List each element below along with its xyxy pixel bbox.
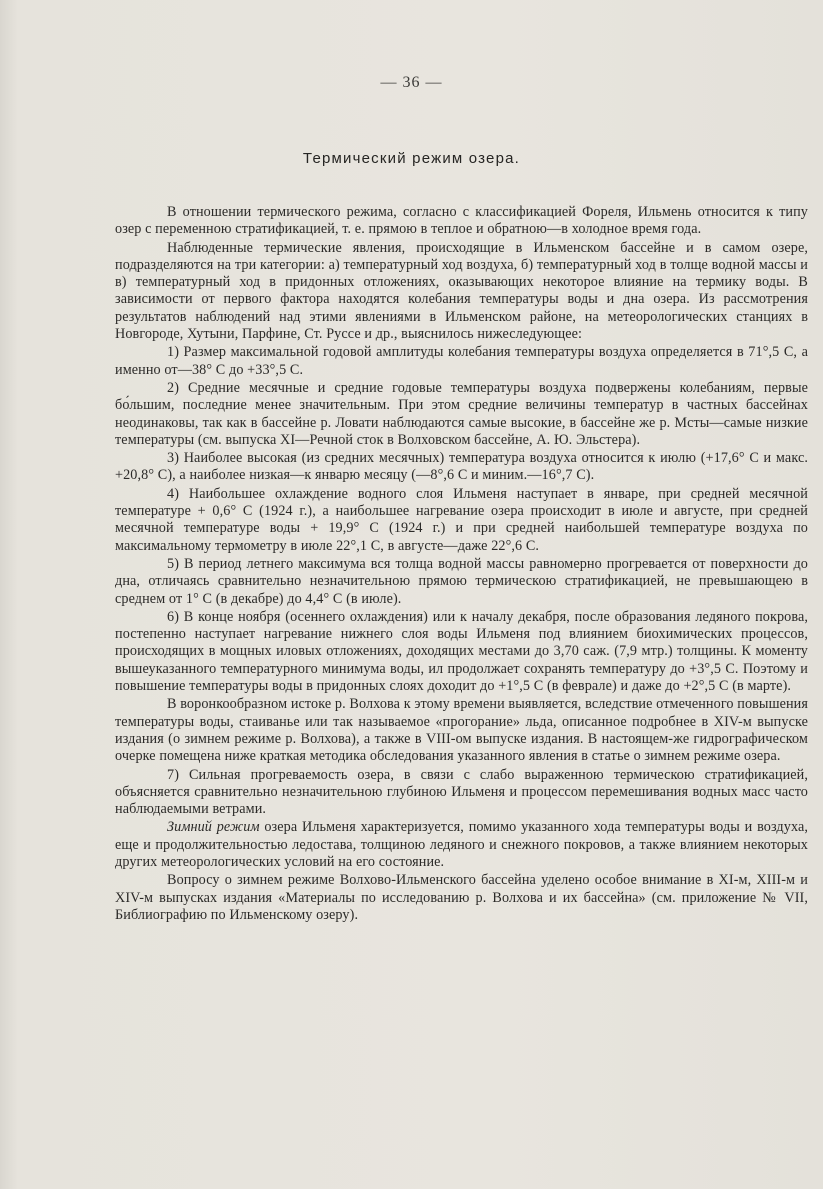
paragraph-categories: Наблюденные термические явления, происходящие в Ильменском бассейне и в самом озере, подразделяются на три категории: а) температурный ход воздуха, б) температурный ход в толще водной массы и в) температурный ход в придонных отложениях, оказывающих некоторое влияние на термику воды. В зависимости от первого фактора находятся колебания температуры воды и дна озера. Из рассмотрения результатов наблюдений над этими явлениями в Ильменском районе, на метеорологических станциях в Новгороде, Хутыни, Парфине, Ст. Руссе и др., выяснилось нижеследующее:	[115, 239, 808, 343]
paragraph-item-6: 6) В конце ноября (осеннего охлаждения) или к началу декабря, после образования ледяного покрова, постепенно наступает нагревание нижнего слоя воды Ильменя под влиянием биохимических процессов, происходящих в мощных иловых отложениях, доходящих местами до 3,70 саж. (7,9 мтр.) толщины. К моменту вышеуказанного температурного минимума воды, ил продолжает сохранять температуру до +3°,5 С. Поэтому и повышение температуры воды в придонных слоях доходит до +1°,5 С (в феврале) и даже до +2°,5 С (в марте).	[115, 608, 808, 695]
paragraph-item-5: 5) В период летнего максимума вся толща водной массы равномерно прогревается от поверхности до дна, отличаясь сравнительно незначительною прямою термическою стратификацией, не превышающею в среднем от 1° С (в декабре) до 4,4° С (в июле).	[115, 555, 808, 607]
winter-regime-lead: Зимний режим	[167, 819, 260, 836]
paragraph-winter-regime	[115, 819, 808, 871]
body-text	[115, 204, 808, 924]
paragraph-item-3: 3) Наиболее высокая (из средних месячных) температура воздуха относится к июлю (+17,6° С и макс. +20,8° С), а наиболее низкая—к январю месяцу (—8°,6 С и миним.—16°,7 С).	[115, 450, 808, 484]
section-title: Термический режим озера.	[302, 150, 521, 167]
paragraph-item-2: 2) Средние месячные и средние годовые температуры воздуха подвержены колебаниям, первые бо́льшим, последние менее значительным. При этом средние величины температур в частных бассейнах неодинаковы, так как в бассейне р. Ловати наблюдаются самые высокие, в бассейне же р. Мсты—самые низкие температуры (см. выпуска XI—Речной сток в Волховском бассейне, А. Ю. Эльстера).	[115, 379, 808, 448]
paragraph-volkhov-source: В воронкообразном истоке р. Волхова к этому времени выявляется, вследствие отмеченного повышения температуры воды, стаиванье или так называемое «прогорание» льда, описанное подробнее в XIV-м выпуске издания (о зимнем режиме р. Волхова), а также в VIII-ом выпуске издания. В настоящем-же гидрографическом очерке помещена ниже краткая методика обследования указанного явления в статье о зимнем режиме озера.	[115, 696, 808, 765]
paragraph-item-4: 4) Наибольшее охлаждение водного слоя Ильменя наступает в январе, при средней месячной температуре + 0,6° С (1924 г.), а наибольшее нагревание озера происходит в июле и августе, при средней месячной температуре воды + 19,9° С (1924 г.) и при средней наибольшей температуре воздуха по максимальному термометру в июле 22°,1 С, в августе—даже 22°,6 С.	[115, 485, 808, 554]
paragraph-item-7: 7) Сильная прогреваемость озера, в связи с слабо выраженною термическою стратификацией, объясняется сравнительно незначительною глубиною Ильменя и процессом перемешивания водных масс часто наблюдаемыми ветрами.	[115, 766, 808, 818]
paragraph-intro: В отношении термического режима, согласно с классификацией Фореля, Ильмень относится к типу озер с переменною стратификацией, т. е. прямою в теплое и обратною—в холодное время года.	[115, 204, 808, 238]
paragraph-item-1: 1) Размер максимальной годовой амплитуды колебания температуры воздуха определяется в 71°,5 С, а именно от—38° С до +33°,5 С.	[115, 344, 808, 378]
page-number: — 36 —	[380, 74, 443, 91]
winter-regime-text: озера Ильменя характеризуется, помимо указанного хода температуры воды и воздуха, еще и продолжительностью ледостава, толщиною ледяного и снежного покровов, а также влиянием некоторых других метеорологических условий на его состояние.	[115, 819, 808, 870]
paragraph-closing: Вопросу о зимнем режиме Волхово-Ильменского бассейна уделено особое внимание в XI-м, XIII-м и XIV-м выпусках издания «Материалы по исследованию р. Волхова и их бассейна» (см. приложение № VII, Библиографию по Ильменскому озеру).	[115, 872, 808, 923]
